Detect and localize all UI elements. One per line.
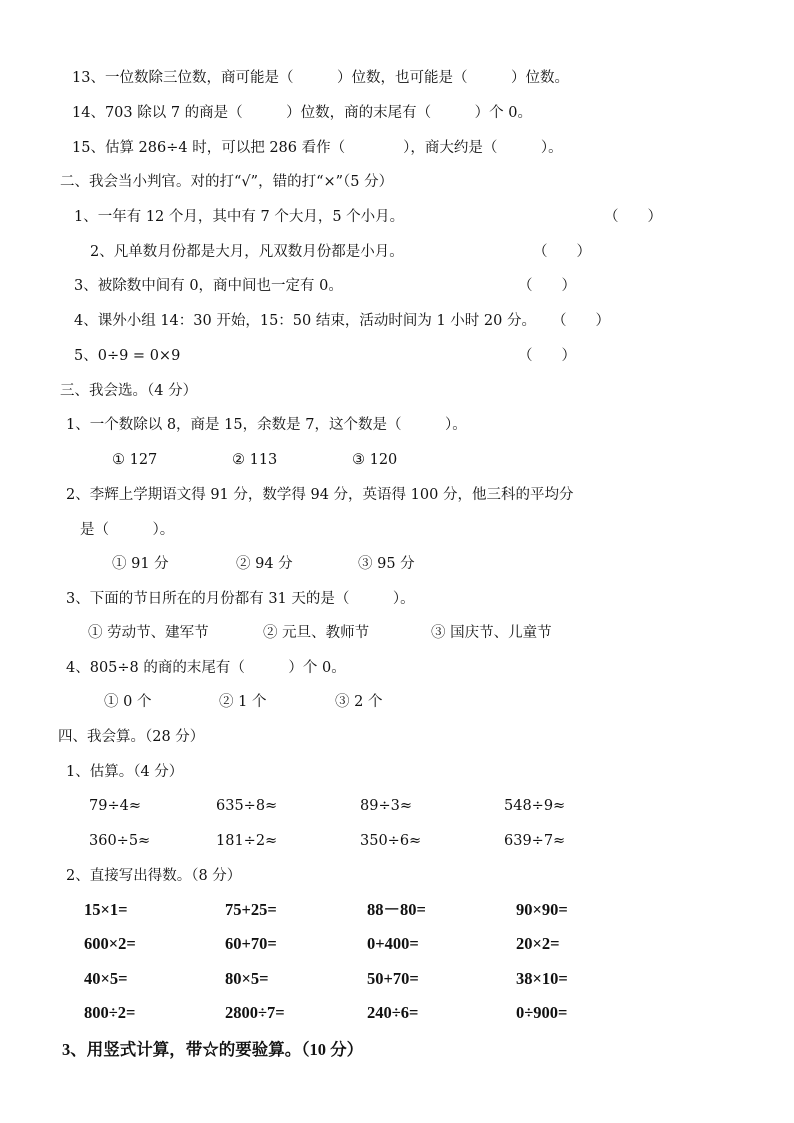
judge-item-5-mark: （ ） (518, 348, 576, 364)
direct-calc-cell: 800÷2= (84, 1003, 136, 1022)
estimate-title: 1、估算。（4 分） (66, 764, 184, 780)
direct-calc-cell: 0÷900= (516, 1003, 568, 1022)
choice-q1-option-2: ② 113 (232, 452, 278, 468)
section-3-title: 三、我会选。（4 分） (60, 383, 198, 399)
direct-calc-cell: 20×2= (516, 934, 560, 953)
question-13: 13、一位数除三位数，商可能是（ ）位数，也可能是（ ）位数。 (72, 70, 569, 86)
judge-item-3: 3、被除数中间有 0，商中间也一定有 0。 (74, 278, 343, 294)
judge-item-1-mark: （ ） (604, 209, 662, 225)
direct-calc-title: 2、直接写出得数。（8 分） (66, 868, 242, 884)
choice-q1-stem: 1、一个数除以 8，商是 15，余数是 7，这个数是（ ）。 (66, 417, 467, 433)
judge-item-1: 1、一年有 12 个月，其中有 7 个大月，5 个小月。 (74, 209, 405, 225)
choice-q4-option-1: ① 0 个 (104, 694, 152, 710)
estimate-cell: 548÷9≈ (504, 798, 566, 814)
judge-item-5: 5、0÷9 = 0×9 (74, 348, 181, 364)
choice-q3-option-2: ② 元旦、教师节 (263, 625, 370, 641)
judge-item-3-mark: （ ） (518, 278, 576, 294)
judge-item-4: 4、课外小组 14：30 开始，15：50 结束，活动时间为 1 小时 20 分。 (74, 313, 536, 329)
estimate-cell: 79÷4≈ (89, 798, 141, 814)
direct-calc-cell: 88－80= (367, 900, 426, 919)
direct-calc-cell: 75+25= (225, 900, 277, 919)
judge-item-4-mark: （ ） (552, 313, 610, 329)
choice-q3-stem: 3、下面的节日所在的月份都有 31 天的是（ ）。 (66, 591, 415, 607)
estimate-cell: 181÷2≈ (216, 833, 278, 849)
choice-q1-option-1: ① 127 (112, 452, 158, 468)
choice-q2-stem-cont: 是（ ）。 (80, 522, 175, 538)
direct-calc-cell: 2800÷7= (225, 1003, 285, 1022)
direct-calc-cell: 38×10= (516, 969, 568, 988)
choice-q3-option-3: ③ 国庆节、儿童节 (431, 625, 552, 641)
estimate-cell: 360÷5≈ (89, 833, 151, 849)
direct-calc-cell: 50+70= (367, 969, 419, 988)
choice-q2-option-3: ③ 95 分 (358, 556, 415, 572)
direct-calc-cell: 40×5= (84, 969, 128, 988)
judge-item-2: 2、凡单数月份都是大月，凡双数月份都是小月。 (90, 244, 404, 260)
direct-calc-cell: 600×2= (84, 934, 136, 953)
section-4-title: 四、我会算。（28 分） (58, 729, 205, 745)
choice-q4-option-2: ② 1 个 (219, 694, 267, 710)
judge-item-2-mark: （ ） (533, 244, 591, 260)
estimate-cell: 89÷3≈ (360, 798, 412, 814)
direct-calc-cell: 240÷6= (367, 1003, 419, 1022)
direct-calc-cell: 60+70= (225, 934, 277, 953)
choice-q3-option-1: ① 劳动节、建军节 (88, 625, 209, 641)
vertical-calc-title: 3、用竖式计算，带☆的要验算。（10 分） (62, 1040, 364, 1059)
direct-calc-cell: 0+400= (367, 934, 419, 953)
estimate-cell: 639÷7≈ (504, 833, 566, 849)
choice-q2-option-1: ① 91 分 (112, 556, 169, 572)
choice-q1-option-3: ③ 120 (352, 452, 398, 468)
choice-q4-stem: 4、805÷8 的商的末尾有（ ）个 0。 (66, 660, 346, 676)
direct-calc-cell: 15×1= (84, 900, 128, 919)
estimate-cell: 635÷8≈ (216, 798, 278, 814)
question-14: 14、703 除以 7 的商是（ ）位数，商的末尾有（ ）个 0。 (72, 105, 533, 121)
question-15: 15、估算 286÷4 时，可以把 286 看作（ ），商大约是（ ）。 (72, 140, 563, 156)
choice-q4-option-3: ③ 2 个 (335, 694, 383, 710)
estimate-cell: 350÷6≈ (360, 833, 422, 849)
choice-q2-stem: 2、李辉上学期语文得 91 分，数学得 94 分，英语得 100 分，他三科的平均分 (66, 487, 574, 503)
direct-calc-cell: 90×90= (516, 900, 568, 919)
choice-q2-option-2: ② 94 分 (236, 556, 293, 572)
section-2-title: 二、我会当小判官。对的打“√”，错的打“×”（5 分） (60, 174, 394, 190)
direct-calc-cell: 80×5= (225, 969, 269, 988)
